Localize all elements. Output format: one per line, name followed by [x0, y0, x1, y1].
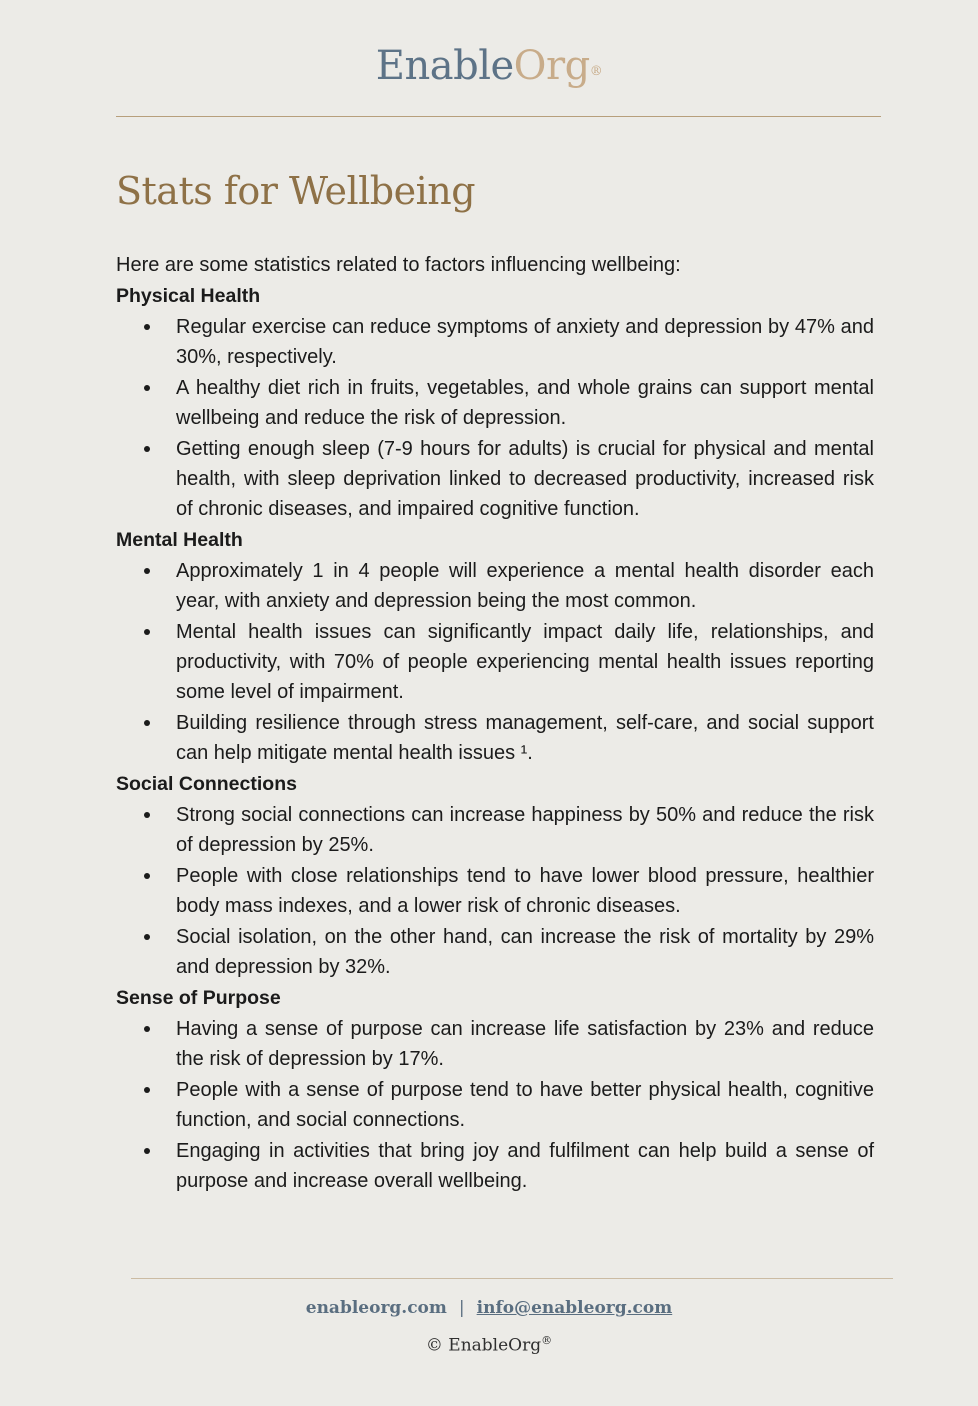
copyright-text: © EnableOrg — [425, 1335, 542, 1356]
section-heading: Social Connections — [116, 773, 297, 795]
section-heading: Mental Health — [116, 529, 243, 551]
bullet-icon — [144, 934, 150, 940]
list-item-text: Getting enough sleep (7-9 hours for adults) is crucial for physical and mental health, with sleep deprivation linked to decreased productivity, increased risk of chronic diseases, and impaired cognitive function. — [176, 438, 874, 520]
bullet-icon — [144, 812, 150, 818]
email-link[interactable]: info@enableorg.com — [476, 1298, 673, 1318]
list-item — [116, 556, 874, 616]
list-item-text: Mental health issues can significantly impact daily life, relationships, and productivity, with 70% of people experiencing mental health issues reporting some level of impairment. — [176, 621, 874, 703]
bullet-icon — [144, 1087, 150, 1093]
list-item-text: Approximately 1 in 4 people will experience a mental health disorder each year, with anxiety and depression being the most common. — [176, 560, 874, 612]
copyright-registered-mark: ® — [541, 1334, 553, 1347]
list-item — [116, 1014, 874, 1074]
list-item-text: Building resilience through stress management, self-care, and social support can help mitigate mental health issues ¹. — [176, 712, 874, 764]
list-item-text: Strong social connections can increase happiness by 50% and reduce the risk of depression by 25%. — [176, 804, 874, 856]
header-divider — [116, 116, 881, 117]
bullet-icon — [144, 1026, 150, 1032]
bullet-list — [116, 1014, 874, 1196]
list-item — [116, 922, 874, 982]
list-item — [116, 1075, 874, 1135]
bullet-list — [116, 312, 874, 524]
section-sense-of-purpose — [116, 983, 874, 1196]
copyright — [0, 1329, 978, 1358]
logo — [0, 40, 978, 92]
section-physical-health — [116, 281, 874, 524]
logo-secondary: Org — [513, 43, 590, 89]
list-item — [116, 800, 874, 860]
website-link[interactable]: enableorg.com — [305, 1298, 447, 1318]
logo-primary: Enable — [375, 43, 514, 89]
list-item-text: Social isolation, on the other hand, can increase the risk of mortality by 29% and depression by 32%. — [176, 926, 874, 978]
bullet-list — [116, 556, 874, 768]
list-item-text: Regular exercise can reduce symptoms of anxiety and depression by 47% and 30%, respectively. — [176, 316, 874, 368]
bullet-icon — [144, 1148, 150, 1154]
logo-registered-mark: ® — [589, 64, 603, 79]
document-body — [116, 250, 874, 1196]
page-title: Stats for Wellbeing — [116, 169, 476, 213]
bullet-icon — [144, 873, 150, 879]
list-item — [116, 434, 874, 524]
bullet-icon — [144, 629, 150, 635]
bullet-list — [116, 800, 874, 982]
list-item — [116, 861, 874, 921]
list-item — [116, 708, 874, 768]
list-item-text: A healthy diet rich in fruits, vegetables, and whole grains can support mental wellbeing and reduce the risk of depression. — [176, 377, 874, 429]
section-heading: Sense of Purpose — [116, 987, 281, 1009]
list-item-text: People with close relationships tend to have lower blood pressure, healthier body mass indexes, and a lower risk of chronic diseases. — [176, 865, 874, 917]
footer-links — [0, 1296, 978, 1320]
list-item-text: People with a sense of purpose tend to have better physical health, cognitive function, and social connections. — [176, 1079, 874, 1131]
footer-divider — [131, 1278, 893, 1279]
section-mental-health — [116, 525, 874, 768]
section-heading: Physical Health — [116, 285, 261, 307]
section-social-connections — [116, 769, 874, 982]
bullet-icon — [144, 720, 150, 726]
list-item-text: Engaging in activities that bring joy and fulfilment can help build a sense of purpose and increase overall wellbeing. — [176, 1140, 874, 1192]
list-item-text: Having a sense of purpose can increase life satisfaction by 23% and reduce the risk of depression by 17%. — [176, 1018, 874, 1070]
list-item — [116, 312, 874, 372]
list-item — [116, 617, 874, 707]
bullet-icon — [144, 385, 150, 391]
bullet-icon — [144, 446, 150, 452]
list-item — [116, 1136, 874, 1196]
bullet-icon — [144, 568, 150, 574]
bullet-icon — [144, 324, 150, 330]
list-item — [116, 373, 874, 433]
footer-separator: | — [458, 1298, 465, 1318]
intro-text: Here are some statistics related to factors influencing wellbeing: — [116, 254, 681, 276]
